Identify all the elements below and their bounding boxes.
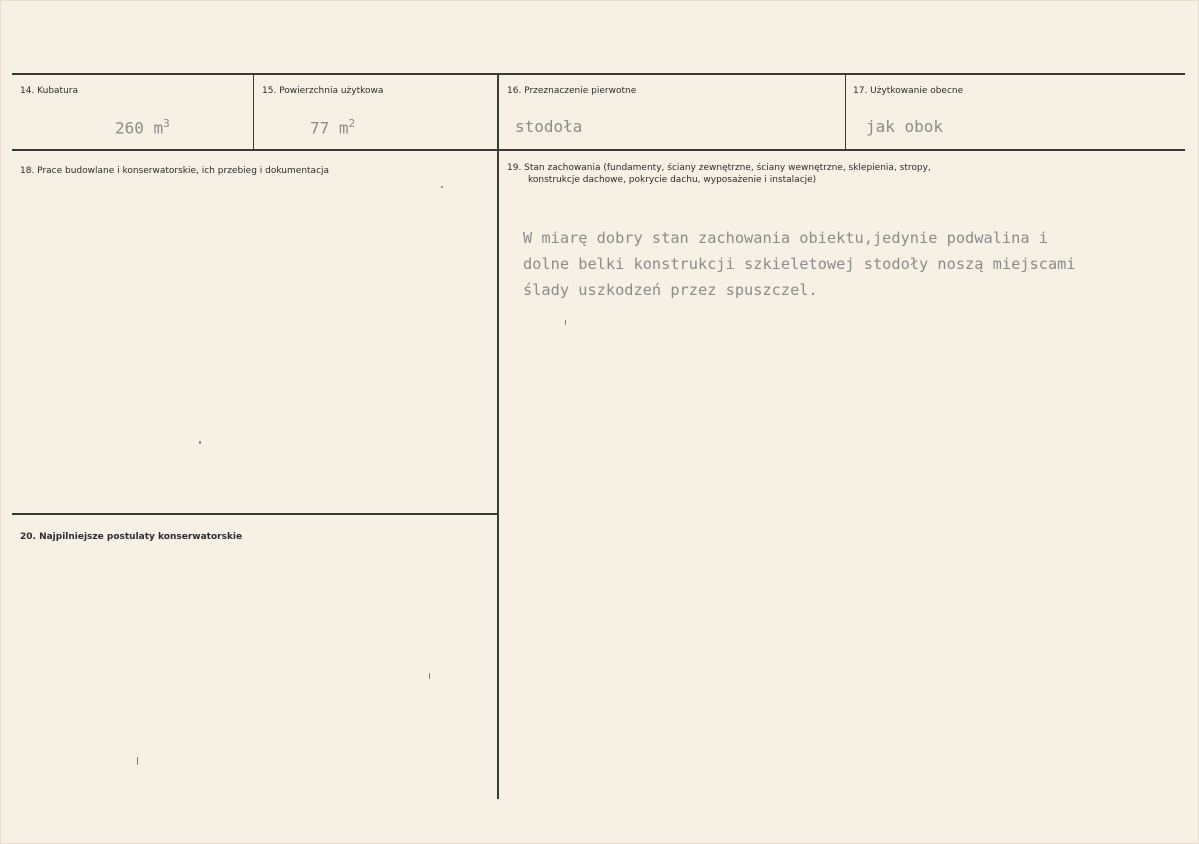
top-rule (12, 73, 1185, 75)
paper-speck (565, 320, 566, 325)
field-17-label: 17. Użytkowanie obecne (853, 86, 964, 96)
field-19-text-line: dolne belki konstrukcji szkieletowej stodoły noszą miejscami (523, 255, 1076, 273)
field-14-value (115, 117, 170, 137)
field-17-value: jak obok (866, 117, 944, 136)
field-14-value-text: 260 m (115, 118, 164, 138)
row-divider (12, 149, 1185, 151)
field-15-value (310, 117, 355, 137)
col-divider-1 (253, 75, 254, 150)
paper-speck (429, 673, 430, 679)
field-19-text (523, 225, 1163, 303)
field-18-label: 18. Prace budowlane i konserwatorskie, ich przebieg i dokumentacja (20, 166, 330, 176)
field-19-label-line1: 19. Stan zachowania (fundamenty, ściany zewnętrzne, ściany wewnętrzne, sklepienia, stropy, (507, 163, 931, 173)
field-19-label-line2: konstrukcje dachowe, pokrycie dachu, wyposażenie i instalacje) (528, 175, 817, 185)
field-20-label: 20. Najpilniejsze postulaty konserwatorskie (20, 532, 243, 542)
field-16-label: 16. Przeznaczenie pierwotne (507, 86, 637, 96)
field-15-value-text: 77 m (310, 118, 349, 138)
col-divider-3 (845, 75, 846, 150)
field-19-text-line: ślady uszkodzeń przez spuszczel. (523, 281, 818, 299)
left-column-divider (12, 513, 497, 515)
paper-speck (441, 186, 443, 188)
field-16-value: stodoła (515, 117, 583, 136)
paper-speck (199, 441, 201, 444)
field-15-label: 15. Powierzchnia użytkowa (262, 86, 384, 96)
field-14-value-exponent: 3 (163, 117, 170, 130)
col-divider-2 (497, 75, 499, 799)
field-15-value-exponent: 2 (348, 117, 356, 130)
field-14-label: 14. Kubatura (20, 86, 79, 96)
paper-speck (137, 757, 138, 765)
field-19-text-line: W miarę dobry stan zachowania obiektu,jedynie podwalina i (523, 229, 1048, 247)
